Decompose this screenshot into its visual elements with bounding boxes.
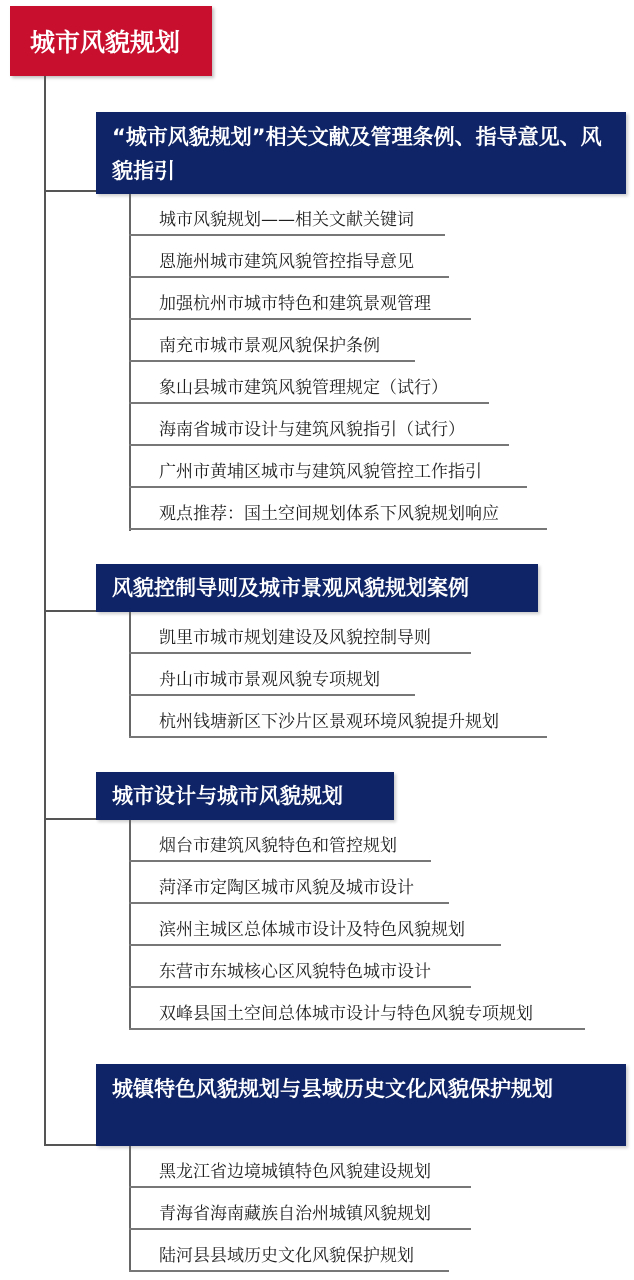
list-item[interactable]: 青海省海南藏族自治州城镇风貌规划 xyxy=(129,1190,471,1230)
section-header[interactable]: 风貌控制导则及城市景观风貌规划案例 xyxy=(96,564,538,612)
list-item[interactable]: 凯里市城市规划建设及风貌控制导则 xyxy=(129,614,471,654)
list-item[interactable]: 城市风貌规划——相关文献关键词 xyxy=(129,196,445,236)
list-item[interactable]: 黑龙江省边境城镇特色风貌建设规划 xyxy=(129,1148,471,1188)
list-item[interactable]: 观点推荐：国土空间规划体系下风貌规划响应 xyxy=(129,490,547,530)
branch-link xyxy=(44,818,96,820)
list-item[interactable]: 东营市东城核心区风貌特色城市设计 xyxy=(129,948,471,988)
section-header[interactable]: 城市设计与城市风貌规划 xyxy=(96,772,394,820)
list-item[interactable]: 双峰县国土空间总体城市设计与特色风貌专项规划 xyxy=(129,990,585,1030)
list-item[interactable]: 南充市城市景观风貌保护条例 xyxy=(129,322,415,362)
branch-link xyxy=(44,610,96,612)
list-item[interactable]: 菏泽市定陶区城市风貌及城市设计 xyxy=(129,864,449,904)
list-item[interactable]: 加强杭州市城市特色和建筑景观管理 xyxy=(129,280,471,320)
branch-link xyxy=(44,1144,96,1146)
list-item[interactable]: 陆河县县域历史文化风貌保护规划 xyxy=(129,1232,449,1272)
branch-link xyxy=(44,190,96,192)
section-header[interactable]: 城镇特色风貌规划与县域历史文化风貌保护规划 xyxy=(96,1064,626,1146)
list-item[interactable]: 恩施州城市建筑风貌管控指导意见 xyxy=(129,238,449,278)
list-item[interactable]: 舟山市城市景观风貌专项规划 xyxy=(129,656,415,696)
list-item[interactable]: 滨州主城区总体城市设计及特色风貌规划 xyxy=(129,906,501,946)
list-item[interactable]: 象山县城市建筑风貌管理规定（试行） xyxy=(129,364,489,404)
list-item[interactable]: 杭州钱塘新区下沙片区景观环境风貌提升规划 xyxy=(129,698,547,738)
section-header[interactable]: “城市风貌规划”相关文献及管理条例、指导意见、风貌指引 xyxy=(96,112,626,194)
list-item[interactable]: 烟台市建筑风貌特色和管控规划 xyxy=(129,822,431,862)
page-title: 城市风貌规划 xyxy=(10,6,212,76)
list-item[interactable]: 广州市黄埔区城市与建筑风貌管控工作指引 xyxy=(129,448,527,488)
list-item[interactable]: 海南省城市设计与建筑风貌指引（试行） xyxy=(129,406,509,446)
